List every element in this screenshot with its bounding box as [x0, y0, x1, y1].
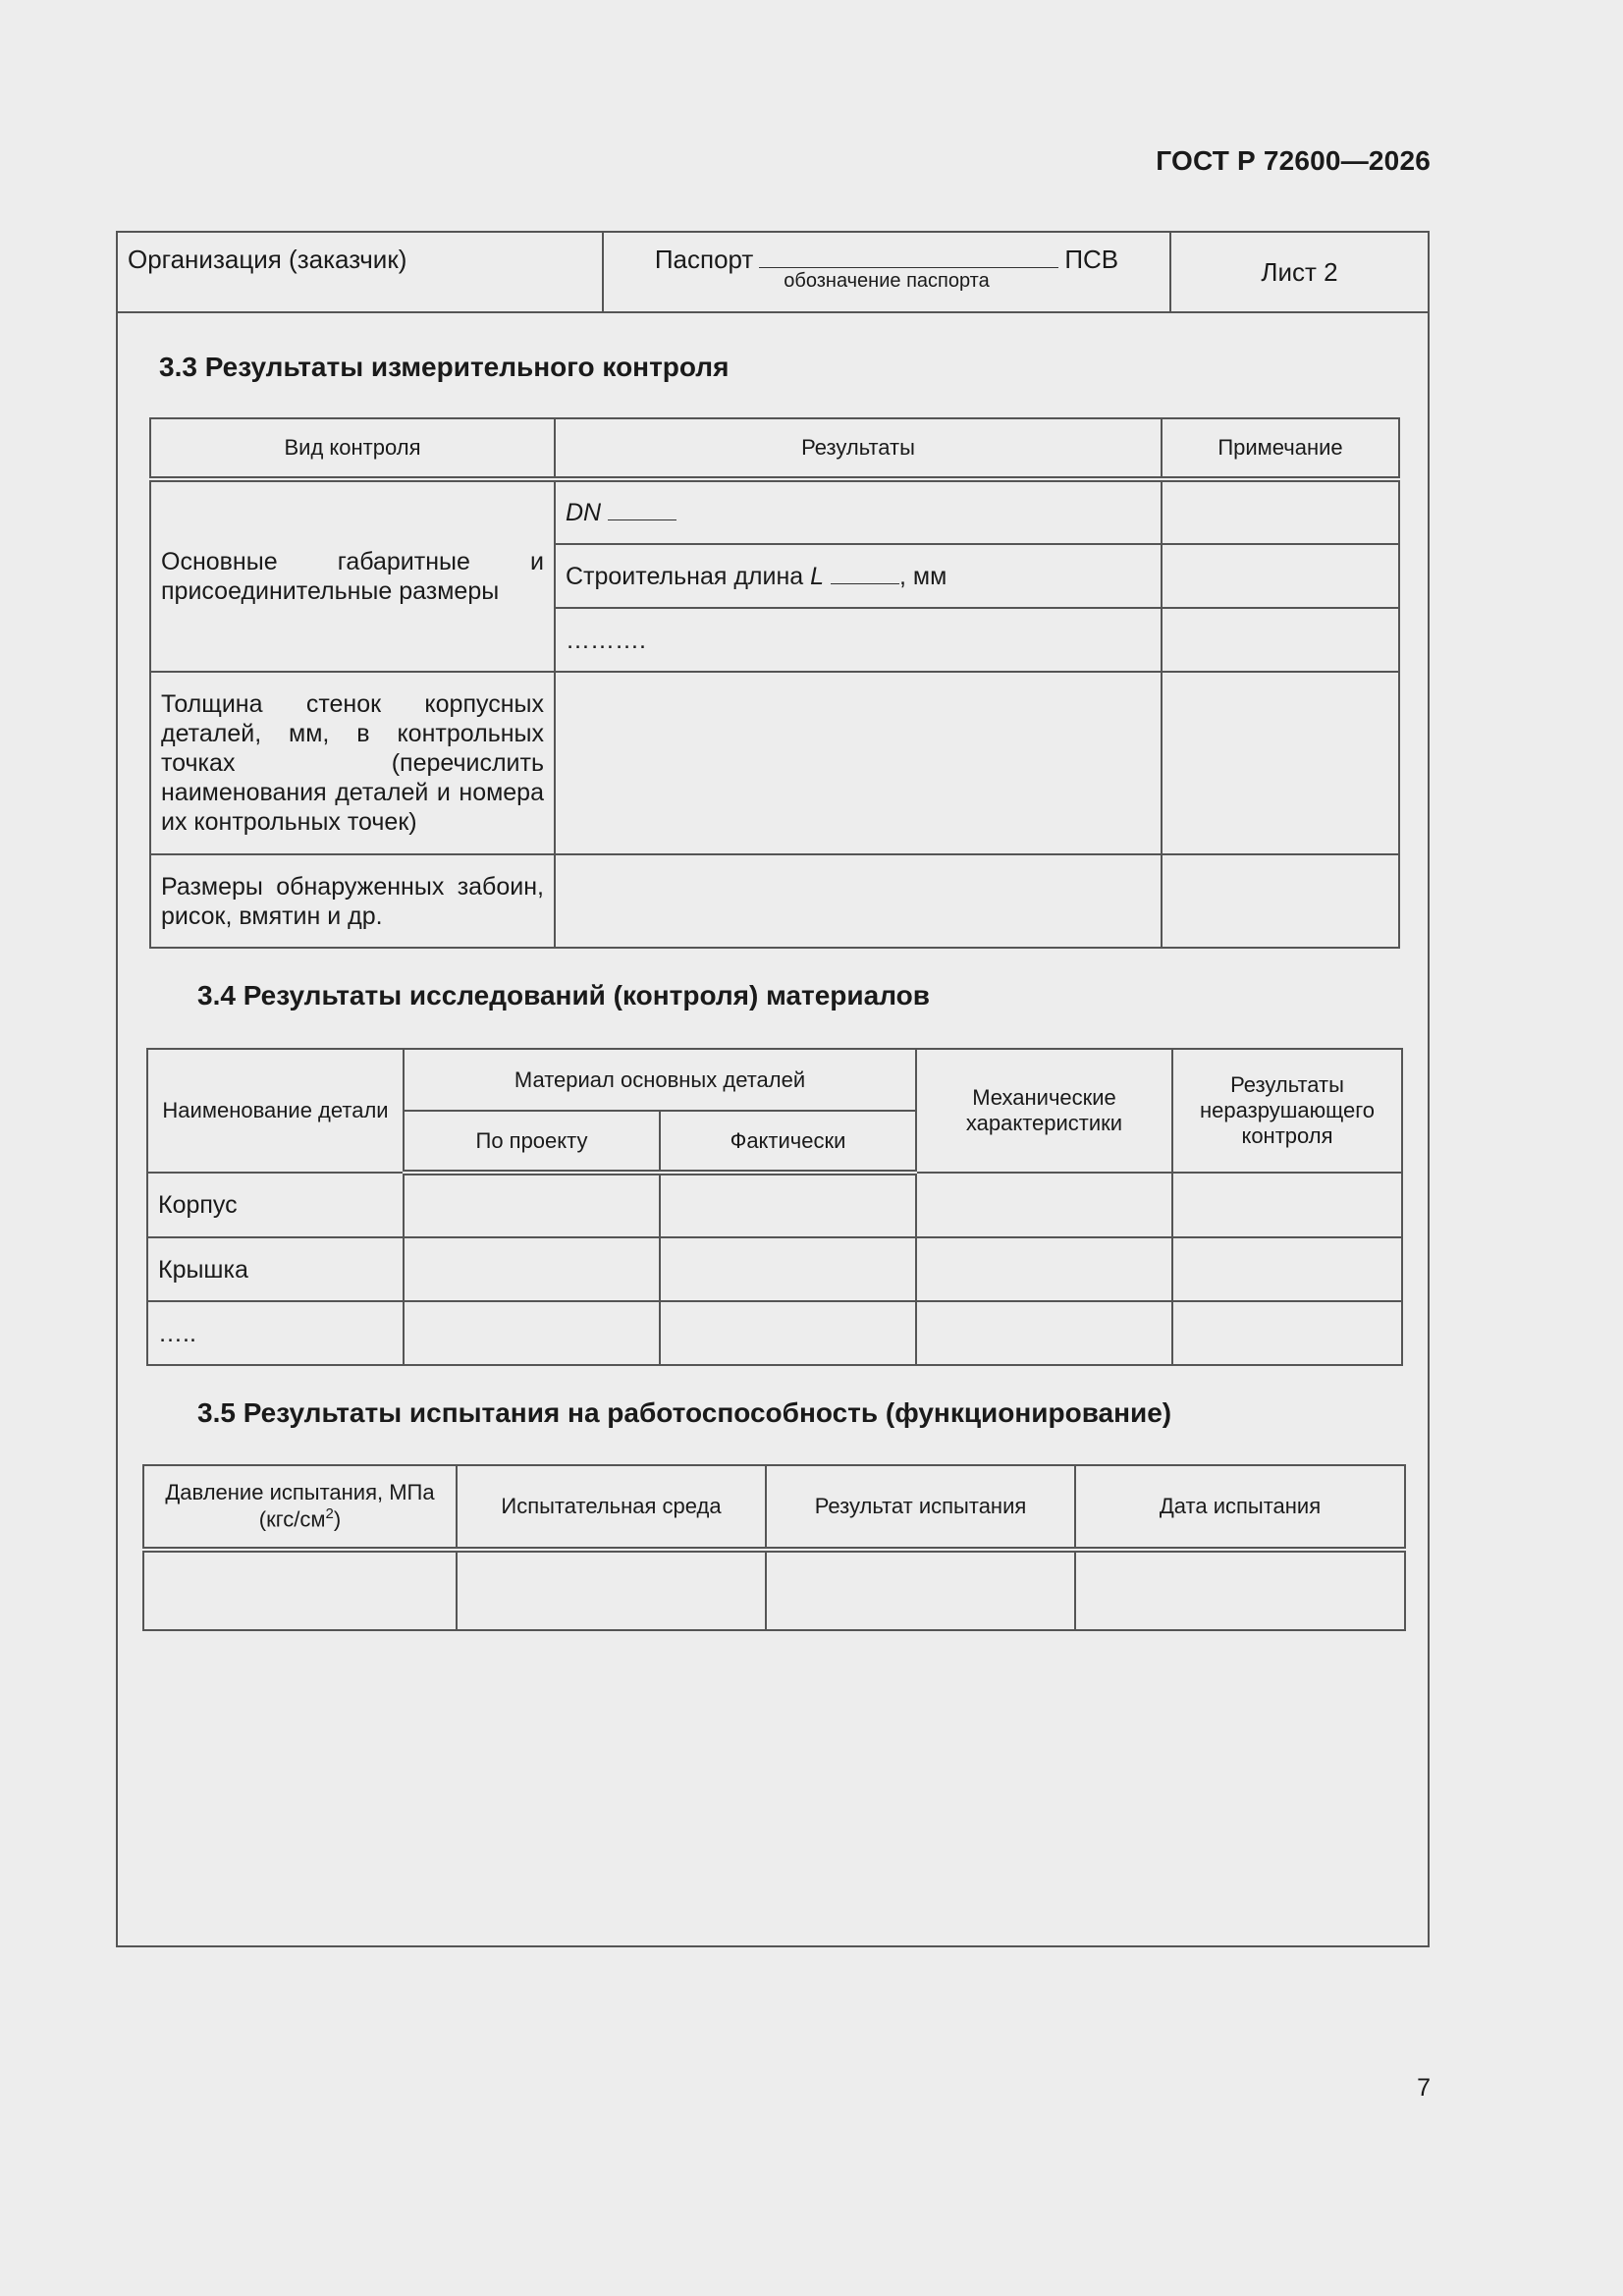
passport-blank: [759, 247, 1058, 268]
result-cell: [766, 1550, 1075, 1630]
organization-label: Организация (заказчик): [118, 233, 604, 311]
row-defects-label: Размеры обнаруженных забоин, рисок, вмятин и др.: [150, 854, 555, 948]
header-material: Материал основных деталей: [404, 1049, 916, 1111]
form-header: [118, 233, 1428, 313]
date-cell: [1075, 1550, 1405, 1630]
passport-caption: обозначение паспорта: [784, 270, 990, 292]
part-row-label: Крышка: [147, 1237, 404, 1301]
note-ellipsis: [1162, 608, 1399, 672]
pressure-cell: [143, 1550, 457, 1630]
row-wall-thickness-label: Толщина стенок корпусных деталей, мм, в контрольных точках (перечислить наименования деталей и номера их контрольных точек): [150, 672, 555, 854]
functional-test-table: [142, 1464, 1406, 1631]
header-test-medium: Испытательная среда: [457, 1465, 766, 1550]
section-3-4-title: 3.4 Результаты исследований (контроля) материалов: [197, 980, 930, 1011]
header-mechanical: Механические характеристики: [916, 1049, 1172, 1173]
part-row-label: Корпус: [147, 1173, 404, 1237]
header-note: Примечание: [1162, 418, 1399, 479]
result-defects: [555, 854, 1162, 948]
row-dimensions-label: Основные габаритные и присоединительные размеры: [150, 479, 555, 672]
header-pressure: Давление испытания, МПа $(кгс/см^2)$: [143, 1465, 457, 1550]
note-length: [1162, 544, 1399, 608]
result-wall-thickness: [555, 672, 1162, 854]
section-3-5-title: 3.5 Результаты испытания на работоспособность (функционирование): [197, 1397, 1172, 1428]
passport-suffix: ПСВ: [1064, 245, 1119, 274]
result-length: Строительная длина L , мм: [555, 544, 1162, 608]
header-ndt: Результаты неразрушающего контроля: [1172, 1049, 1402, 1173]
header-results: Результаты: [555, 418, 1162, 479]
medium-cell: [457, 1550, 766, 1630]
document-code: ГОСТ Р 72600—2026: [1156, 145, 1431, 176]
header-test-result: Результат испытания: [766, 1465, 1075, 1550]
header-actual: Фактически: [660, 1111, 916, 1173]
header-control-type: Вид контроля: [150, 418, 555, 479]
result-ellipsis: ……….: [555, 608, 1162, 672]
note-dn: [1162, 479, 1399, 544]
measurement-control-table: [149, 417, 1400, 949]
page-number: 7: [1417, 2074, 1431, 2102]
materials-table: [146, 1048, 1403, 1366]
passport-prefix: Паспорт: [654, 245, 754, 274]
sheet-label: Лист 2: [1261, 256, 1338, 287]
section-3-3-title: 3.3 Результаты измерительного контроля: [159, 352, 730, 382]
passport-field: [604, 233, 1171, 311]
part-row-label: …..: [147, 1301, 404, 1365]
header-by-design: По проекту: [404, 1111, 660, 1173]
result-dn: DN: [555, 479, 1162, 544]
note-wall-thickness: [1162, 672, 1399, 854]
header-part-name: Наименование детали: [147, 1049, 404, 1173]
header-test-date: Дата испытания: [1075, 1465, 1405, 1550]
note-defects: [1162, 854, 1399, 948]
